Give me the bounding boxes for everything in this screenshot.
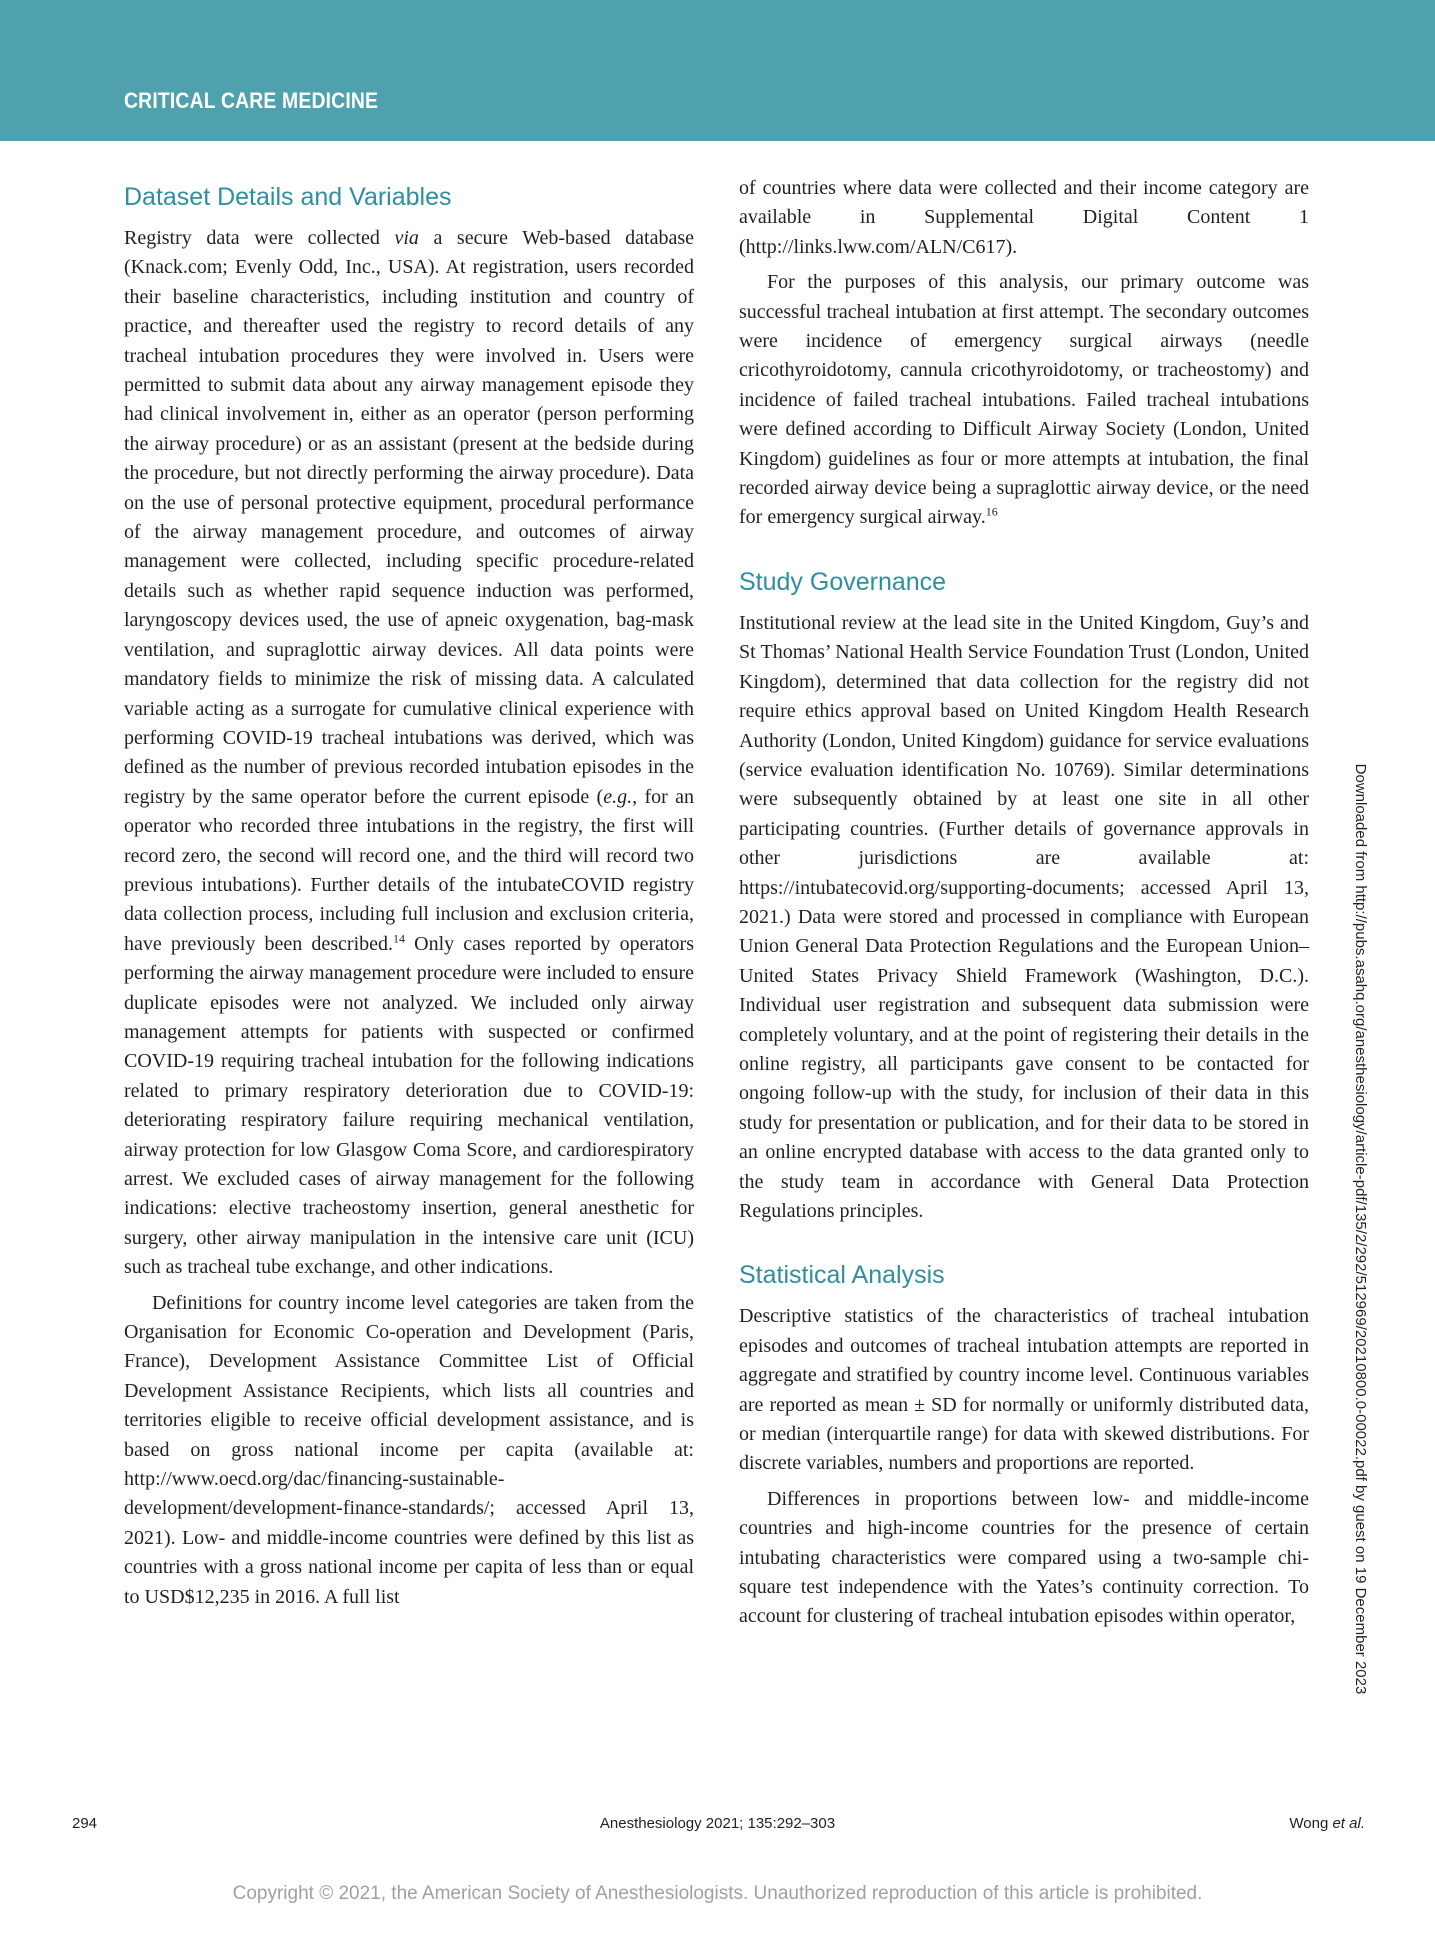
paragraph-statistics-2: Differences in proportions between low- and middle-income countries and high-income countries for the presence of certain intubating characteristics were compared using a two-sample chi-square test independence with the Yates’s continuity correction. To account for clustering of tracheal intubation episodes within operator, — [739, 1487, 1309, 1628]
text-run: Only cases reported by operators performing the airway management procedure were included to ensure duplicate episodes were not analyzed. We included only airway management attempts for patients with suspected or confirmed COVID-19 requiring tracheal intubation for the following indications related to primary respiratory deterioration due to COVID-19: deteriorating respiratory failure requiring mechanical ventilation, airway protection for low Glasgow Coma Score, and cardiorespiratory arrest. We excluded cases of airway management for the following indications: elective tracheostomy insertion, general anesthetic for surgery, other airway manipulation in the intensive care unit (ICU) such as tracheal tube exchange, and other indications. — [124, 932, 694, 1279]
paragraph-outcomes — [739, 268, 1309, 533]
italic-text: via — [394, 227, 419, 249]
reference-marker: 16 — [985, 504, 998, 519]
download-note: Downloaded from http://pubs.asahq.org/anesthesiology/article-pdf/135/2/292/512969/20210800.0-00022.pdf by guest on 19 December 2023 — [1352, 763, 1369, 1695]
paragraph-dataset — [124, 224, 694, 1283]
running-author — [1289, 1815, 1365, 1832]
paragraph-statistics-1: Descriptive statistics of the characteristics of tracheal intubation episodes and outcomes of tracheal intubation attempts are reported in aggregate and stratified by country income level. Continuous variables are reported as mean ± SD for normally or uniformly distributed data, or median (interquartile range) for data with skewed distributions. For discrete variables, numbers and proportions are reported. — [739, 1305, 1309, 1475]
reference-marker: 14 — [393, 931, 406, 946]
left-column — [124, 180, 694, 1612]
heading-statistical-analysis: Statistical Analysis — [739, 1261, 945, 1290]
heading-study-governance: Study Governance — [739, 567, 947, 596]
author-etal: et al. — [1332, 1815, 1365, 1832]
text-run: Registry data were collected — [124, 227, 395, 249]
copyright-notice: Copyright © 2021, the American Society of Anesthesiologists. Unauthorized reproduction of this article is prohibited. — [232, 1883, 1203, 1904]
right-column — [739, 177, 1309, 1632]
author-name: Wong — [1289, 1815, 1333, 1832]
paragraph-governance: Institutional review at the lead site in the United Kingdom, Guy’s and St Thomas’ National Health Service Foundation Trust (London, United Kingdom), determined that data collection for the registry did not require ethics approval based on United Kingdom Health Research Authority (London, United Kingdom) guidance for service evaluations (service evaluation identification No. 10769). Similar determinations were subsequently obtained by at least one site in all other participating countries. (Further details of governance approvals in other jurisdictions are available at: https://intubatecovid.org/supporting-documents; accessed April 13, 2021.) Data were stored and processed in compliance with European Union General Data Protection Regulations and the European Union–United States Privacy Shield Framework (Washington, D.C.). Individual user registration and subsequent data submission were completely voluntary, and at the point of registering their details in the online registry, all participants gave consent to be contacted for ongoing follow-up with the study, for inclusion of their data in this study for presentation or publication, and for their data to be stored in an online encrypted database with access to the data granted only to the study team in accordance with General Data Protection Regulations principles. — [739, 611, 1309, 1222]
section-label: CRITICAL CARE MEDICINE — [124, 88, 379, 113]
text-run: For the purposes of this analysis, our primary outcome was successful tracheal intubation at first attempt. The secondary outcomes were incidence of emergency surgical airways (needle cricothyroidotomy, cannula cricothyroidotomy, or tracheostomy) and incidence of failed tracheal intubations. Failed tracheal intubations were defined according to Difficult Airway Society (London, United Kingdom) guidelines as four or more attempts at intubation, the final recorded airway device being a supraglottic airway device, or the need for emergency surgical airway. — [739, 271, 1309, 529]
page-number: 294 — [72, 1815, 98, 1832]
text-run: , for an operator who recorded three intubations in the registry, the first will record zero, the second will record one, and the third will record two previous intubations). Further details of the intubateCOVID registry data collection process, including full inclusion and exclusion criteria, have previously been described. — [124, 785, 694, 955]
paragraph-income-definitions: Definitions for country income level categories are taken from the Organisation for Economic Co-operation and Development (Paris, France), Development Assistance Committee List of Official Development Assistance Recipients, which lists all countries and territories eligible to receive official development assistance, and is based on gross national income per capita (available at: http://www.oecd.org/dac/financing-sustainable-development/development-finance-standards/; accessed April 13, 2021). Low- and middle-income countries were defined by this list as countries with a gross national income per capita of less than or equal to USD$12,235 in 2016. A full list — [124, 1291, 694, 1608]
paragraph-continued: of countries where data were collected and their income category are available in Supplemental Digital Content 1 (http://links.lww.com/ALN/C617). — [739, 177, 1309, 258]
heading-dataset-details: Dataset Details and Variables — [124, 183, 452, 211]
italic-text: e.g. — [603, 785, 633, 808]
journal-citation: Anesthesiology 2021; 135:292–303 — [599, 1815, 836, 1832]
text-run: a secure Web-based database (Knack.com; Evenly Odd, Inc., USA). At registration, users recorded their baseline characteristics, including institution and country of practice, and thereafter used the registry to record details of any tracheal intubation procedures they were involved in. Users were permitted to submit data about any airway management episode they had clinical involvement in, either as an operator (person performing the airway procedure) or as an assistant (present at the bedside during the procedure, but not directly performing the airway procedure). Data on the use of personal protective equipment, procedural performance of the airway management procedure, and outcomes of airway management were collected, including specific procedure-related details such as whether rapid sequence induction was performed, laryngoscopy devices used, the use of apneic oxygenation, bag-mask ventilation, and supraglottic airway devices. All data points were mandatory fields to minimize the risk of missing data. A calculated variable acting as a surrogate for cumulative clinical experience with performing COVID-19 tracheal intubations was derived, which was defined as the number of previous recorded intubation episodes in the registry by the same operator before the current episode ( — [124, 227, 694, 808]
header-band — [0, 0, 1435, 141]
